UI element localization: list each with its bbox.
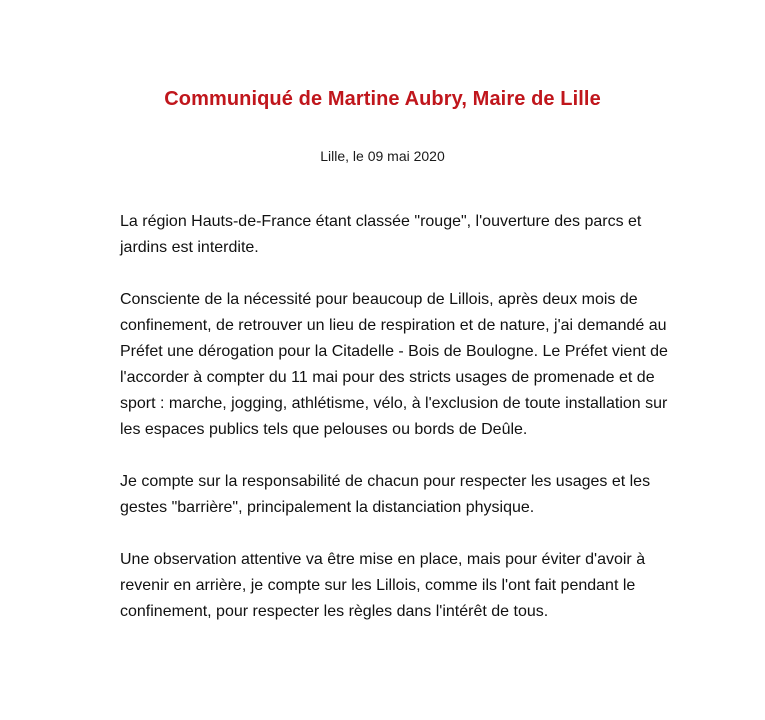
paragraph-3: Je compte sur la responsabilité de chacun pour respecter les usages et les gestes "barrière", principalement la distanciation physique. (120, 473, 651, 516)
document-body (120, 209, 680, 651)
page-title: Communiqué de Martine Aubry, Maire de Lille (164, 88, 601, 110)
dateline: Lille, le 09 mai 2020 (320, 148, 445, 164)
paragraph-1: La région Hauts-de-France étant classée "rouge", l'ouverture des parcs et jardins est interdite. (120, 213, 642, 256)
paragraph-2: Consciente de la nécessité pour beaucoup de Lillois, après deux mois de confinement, de retrouver un lieu de respiration et de nature, j'ai demandé au Préfet une dérogation pour la Citadelle - Bois de Boulogne. Le Préfet vient de l'accorder à compter du 11 mai pour des stricts usages de promenade et de sport : marche, jogging, athlétisme, vélo, à l'exclusion de toute installation sur les espaces publics tels que pelouses ou bords de Deûle. (120, 291, 668, 438)
paragraph-4: Une observation attentive va être mise en place, mais pour éviter d'avoir à revenir en arrière, je compte sur les Lillois, comme ils l'ont fait pendant le confinement, pour respecter les règles dans l'intérêt de tous. (120, 551, 646, 620)
